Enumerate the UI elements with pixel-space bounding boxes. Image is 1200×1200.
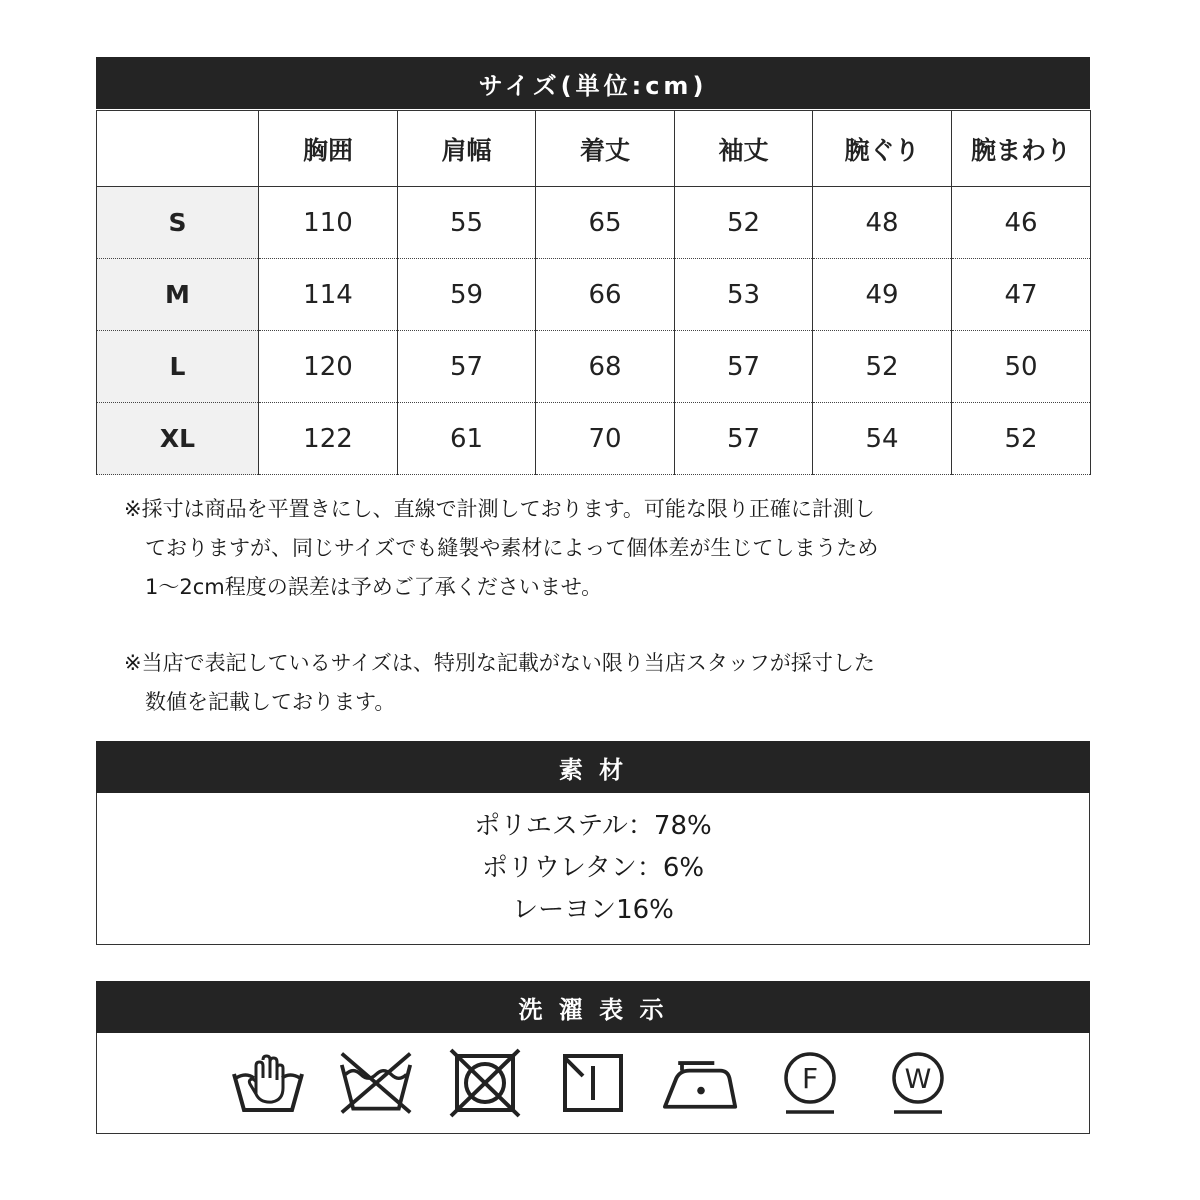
table-cell: 46 [952, 187, 1091, 259]
table-cell: 68 [536, 331, 675, 403]
hand-wash-icon [230, 1048, 306, 1118]
table-cell: 49 [813, 259, 952, 331]
size-table-header-row [97, 111, 1091, 187]
w-letter: W [904, 1064, 932, 1095]
table-cell: 57 [398, 331, 536, 403]
col-header-shoulder: 肩幅 [398, 111, 536, 187]
drip-dry-icon [555, 1048, 631, 1118]
col-header-length: 着丈 [536, 111, 675, 187]
measurement-note [124, 490, 1044, 607]
table-cell: 122 [259, 403, 398, 475]
material-line: ポリエステル：78% [474, 811, 712, 841]
table-cell: 50 [952, 331, 1091, 403]
table-cell: 52 [813, 331, 952, 403]
size-label: S [97, 187, 259, 259]
material-section-title: 素 材 [558, 755, 628, 784]
table-cell: 114 [259, 259, 398, 331]
table-cell: 47 [952, 259, 1091, 331]
material-line: レーヨン16% [512, 895, 674, 925]
note-line: 数値を記載しております。 [124, 690, 396, 714]
corner-cell [97, 111, 259, 187]
table-cell: 70 [536, 403, 675, 475]
col-header-arm-circumference: 腕まわり [952, 111, 1091, 187]
care-section-header [96, 981, 1090, 1033]
table-cell: 55 [398, 187, 536, 259]
note-line: ておりますが、同じサイズでも縫製や素材によって個体差が生じてしまうため [124, 536, 879, 560]
wet-cleaning-w-icon [880, 1048, 956, 1118]
table-cell: 66 [536, 259, 675, 331]
size-section-header [96, 57, 1090, 109]
table-cell: 52 [675, 187, 813, 259]
size-section-title: サイズ(単位:cm) [478, 71, 708, 100]
no-tumble-dry-icon [447, 1048, 523, 1118]
table-cell: 52 [952, 403, 1091, 475]
table-cell: 53 [675, 259, 813, 331]
table-cell: 59 [398, 259, 536, 331]
col-header-chest: 胸囲 [259, 111, 398, 187]
table-cell: 65 [536, 187, 675, 259]
table-cell: 120 [259, 331, 398, 403]
note-line: ※当店で表記しているサイズは、特別な記載がない限り当店スタッフが採寸した [124, 651, 875, 675]
no-wash-icon [338, 1048, 414, 1118]
size-label: XL [97, 403, 259, 475]
material-line: ポリウレタン：6% [481, 853, 705, 883]
size-label: M [97, 259, 259, 331]
note-line: ※採寸は商品を平置きにし、直線で計測しております。可能な限り正確に計測し [124, 497, 875, 521]
col-header-sleeve: 袖丈 [675, 111, 813, 187]
table-row [97, 187, 1091, 259]
staff-measurement-note [124, 644, 1044, 722]
care-box [96, 1033, 1090, 1134]
material-box [96, 793, 1090, 945]
table-row [97, 259, 1091, 331]
note-line: 1～2cm程度の誤差は予めご了承くださいませ。 [124, 575, 603, 599]
professional-cleaning-f-icon [772, 1048, 848, 1118]
material-section-header [96, 741, 1090, 793]
table-cell: 61 [398, 403, 536, 475]
table-cell: 48 [813, 187, 952, 259]
table-cell: 110 [259, 187, 398, 259]
table-cell: 57 [675, 331, 813, 403]
iron-icon [663, 1048, 739, 1118]
size-label: L [97, 331, 259, 403]
table-cell: 57 [675, 403, 813, 475]
f-letter: F [801, 1062, 818, 1095]
size-table [96, 110, 1091, 475]
table-cell: 54 [813, 403, 952, 475]
care-section-title: 洗 濯 表 示 [518, 995, 668, 1024]
table-row [97, 331, 1091, 403]
col-header-armhole: 腕ぐり [813, 111, 952, 187]
table-row [97, 403, 1091, 475]
